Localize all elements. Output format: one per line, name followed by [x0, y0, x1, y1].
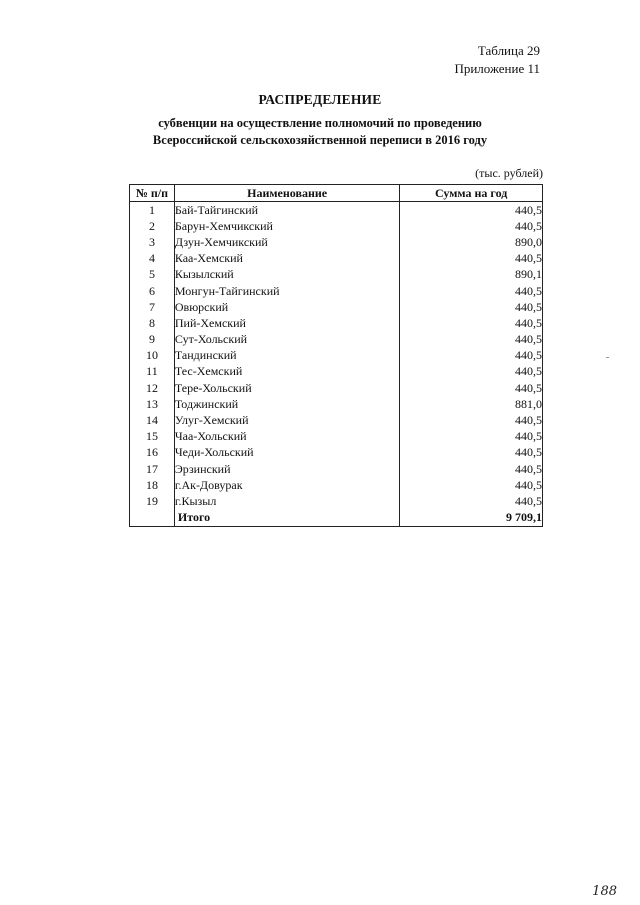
row-name: Тере-Хольский — [174, 380, 399, 396]
row-name: Эрзинский — [174, 461, 399, 477]
row-amount: 440,5 — [400, 412, 543, 428]
row-name: Дзун-Хемчикский — [174, 234, 399, 250]
row-amount: 440,5 — [400, 348, 543, 364]
row-amount: 440,5 — [400, 380, 543, 396]
total-row — [130, 510, 543, 527]
row-name: Чаа-Хольский — [174, 429, 399, 445]
column-header-amount: Сумма на год — [400, 185, 543, 202]
table-row — [130, 332, 543, 348]
row-name: Тес-Хемский — [174, 364, 399, 380]
table-row — [130, 461, 543, 477]
document-subtitle — [0, 115, 640, 149]
table-row — [130, 493, 543, 509]
table-row — [130, 267, 543, 283]
units-note: (тыс. рублей) — [475, 166, 543, 180]
row-number: 4 — [130, 251, 175, 267]
column-header-number: № п/п — [130, 185, 175, 202]
row-number: 15 — [130, 429, 175, 445]
row-name: г.Кызыл — [174, 493, 399, 509]
row-name: Сут-Хольский — [174, 332, 399, 348]
row-name: Овюрский — [174, 299, 399, 315]
row-number: 7 — [130, 299, 175, 315]
subtitle-line-1: субвенции на осуществление полномочий по проведению — [158, 116, 482, 130]
row-amount: 440,5 — [400, 202, 543, 219]
table-header-row — [130, 185, 543, 202]
row-number: 18 — [130, 477, 175, 493]
row-name: Кызылский — [174, 267, 399, 283]
row-name: Улуг-Хемский — [174, 412, 399, 428]
subtitle-line-2: Всероссийской сельскохозяйственной переписи в 2016 году — [152, 133, 488, 147]
row-amount: 440,5 — [400, 283, 543, 299]
row-number: 8 — [130, 315, 175, 331]
row-number: 3 — [130, 234, 175, 250]
scan-mark — [606, 357, 609, 358]
row-amount: 440,5 — [400, 315, 543, 331]
row-number: 5 — [130, 267, 175, 283]
row-name: Бай-Тайгинский — [174, 202, 399, 219]
row-number: 6 — [130, 283, 175, 299]
row-name: Барун-Хемчикский — [174, 218, 399, 234]
row-amount: 440,5 — [400, 461, 543, 477]
table-row — [130, 412, 543, 428]
row-number: 19 — [130, 493, 175, 509]
row-number: 11 — [130, 364, 175, 380]
document-title: РАСПРЕДЕЛЕНИЕ — [258, 92, 382, 107]
row-amount: 440,5 — [400, 477, 543, 493]
table-row — [130, 380, 543, 396]
table-row — [130, 445, 543, 461]
table-row — [130, 234, 543, 250]
row-amount: 440,5 — [400, 493, 543, 509]
table-row — [130, 348, 543, 364]
row-amount: 440,5 — [400, 445, 543, 461]
table-row — [130, 299, 543, 315]
row-amount: 440,5 — [400, 364, 543, 380]
row-amount: 440,5 — [400, 299, 543, 315]
row-amount: 881,0 — [400, 396, 543, 412]
table-label: Таблица 29 — [477, 43, 540, 58]
row-name: Тандинский — [174, 348, 399, 364]
table-row — [130, 315, 543, 331]
table-row — [130, 218, 543, 234]
total-number-cell — [130, 510, 175, 527]
row-number: 10 — [130, 348, 175, 364]
row-number: 12 — [130, 380, 175, 396]
total-label: Итого — [174, 510, 399, 527]
row-name: Монгун-Тайгинский — [174, 283, 399, 299]
row-name: Каа-Хемский — [174, 251, 399, 267]
row-amount: 890,0 — [400, 234, 543, 250]
table-row — [130, 477, 543, 493]
table-row — [130, 429, 543, 445]
row-amount: 440,5 — [400, 218, 543, 234]
table-row — [130, 251, 543, 267]
row-amount: 890,1 — [400, 267, 543, 283]
column-header-name: Наименование — [174, 185, 399, 202]
row-number: 13 — [130, 396, 175, 412]
total-amount: 9 709,1 — [400, 510, 543, 527]
row-number: 14 — [130, 412, 175, 428]
row-amount: 440,5 — [400, 429, 543, 445]
row-name: Тоджинский — [174, 396, 399, 412]
row-number: 17 — [130, 461, 175, 477]
row-amount: 440,5 — [400, 251, 543, 267]
row-amount: 440,5 — [400, 332, 543, 348]
distribution-table — [129, 184, 543, 527]
row-name: г.Ак-Довурак — [174, 477, 399, 493]
row-name: Чеди-Хольский — [174, 445, 399, 461]
row-number: 16 — [130, 445, 175, 461]
table-row — [130, 202, 543, 219]
table-row — [130, 364, 543, 380]
page-number: 188 — [592, 884, 617, 899]
row-number: 9 — [130, 332, 175, 348]
row-number: 2 — [130, 218, 175, 234]
row-number: 1 — [130, 202, 175, 219]
table-row — [130, 283, 543, 299]
row-name: Пий-Хемский — [174, 315, 399, 331]
table-row — [130, 396, 543, 412]
appendix-label: Приложение 11 — [454, 61, 540, 76]
